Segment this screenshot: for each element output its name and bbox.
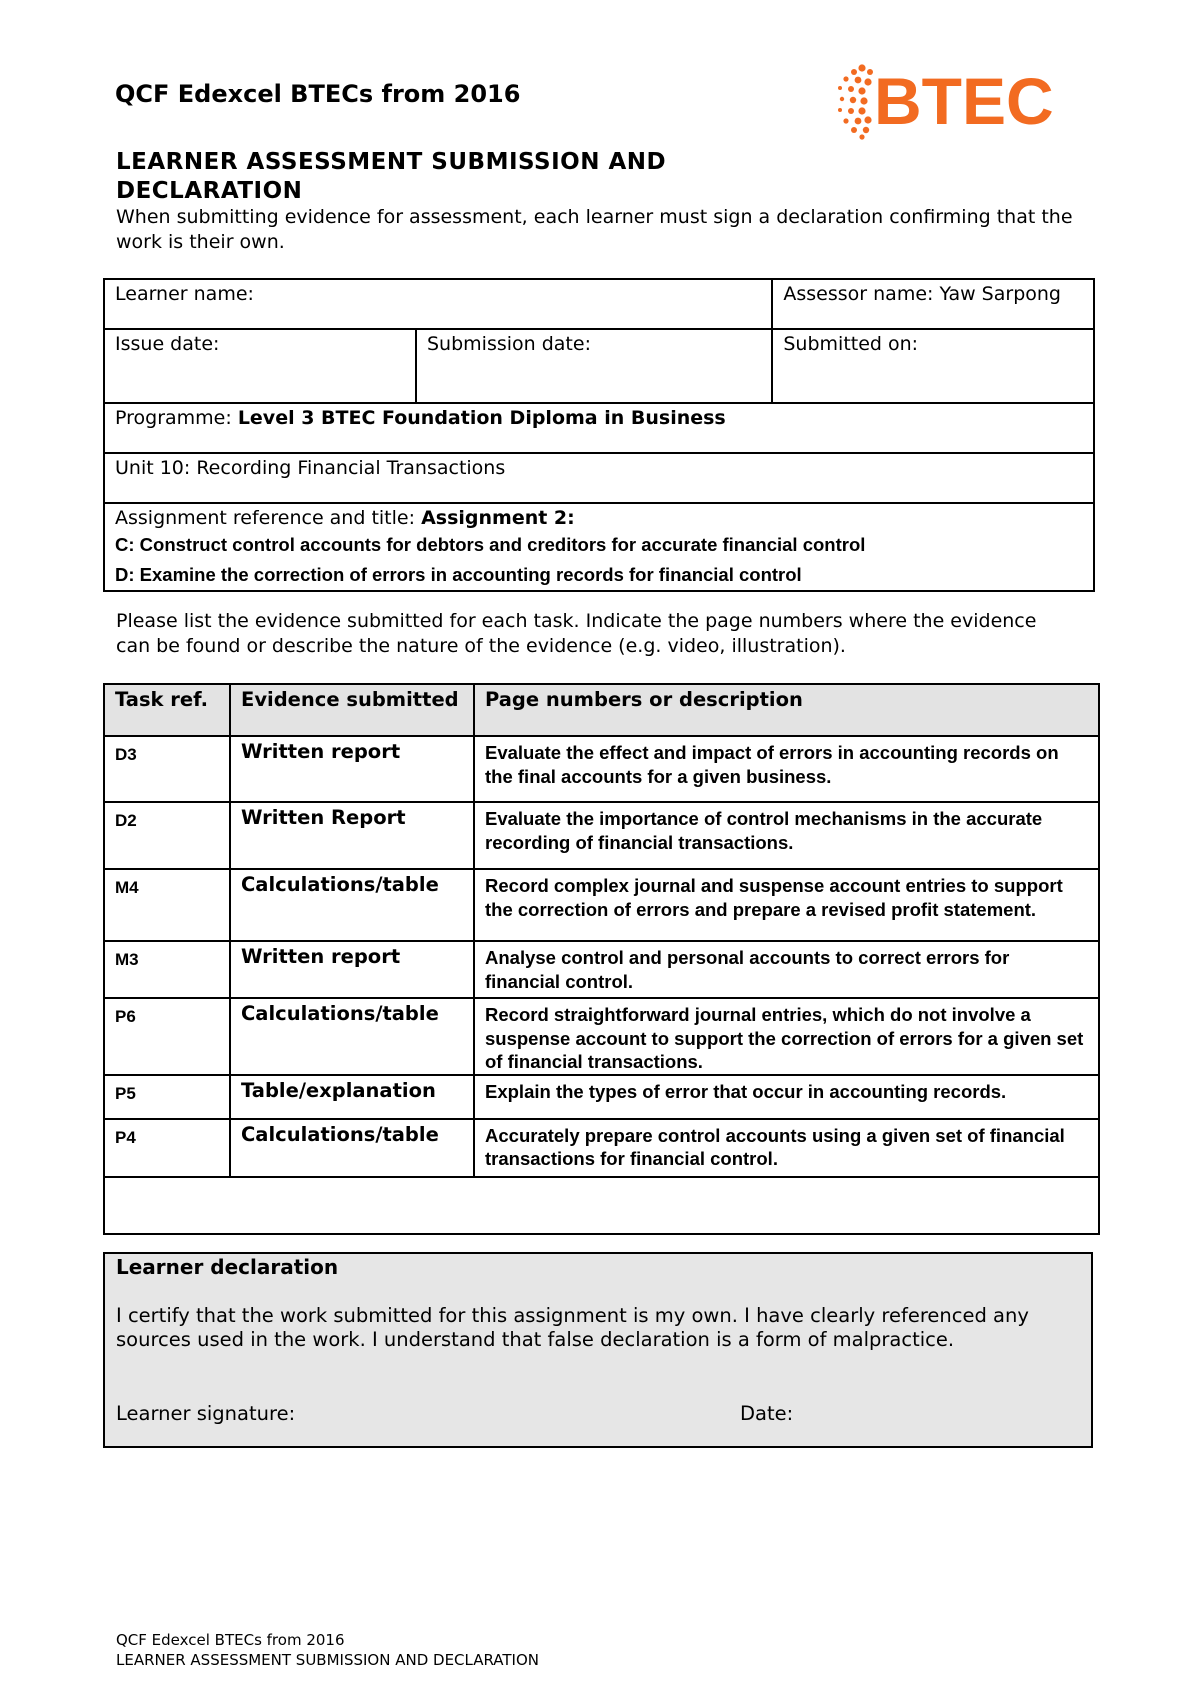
task-ref: P4 bbox=[104, 1119, 230, 1177]
table-row-empty bbox=[104, 1177, 1099, 1234]
submission-date-label: Submission date: bbox=[427, 333, 591, 355]
evidence-submitted[interactable]: Calculations/table bbox=[230, 1119, 474, 1177]
table-row bbox=[104, 802, 1099, 869]
table-row bbox=[104, 869, 1099, 941]
issue-date-label: Issue date: bbox=[115, 333, 220, 355]
evidence-description: Analyse control and personal accounts to correct errors for financial control. bbox=[474, 941, 1099, 998]
assignment-label: Assignment reference and title: bbox=[115, 507, 416, 529]
programme-cell bbox=[104, 403, 1094, 453]
date-label[interactable]: Date: bbox=[740, 1402, 794, 1425]
evidence-submitted[interactable]: Written Report bbox=[230, 802, 474, 869]
evidence-description: Explain the types of error that occur in accounting records. bbox=[474, 1075, 1099, 1119]
task-ref: P6 bbox=[104, 998, 230, 1075]
evidence-instructions: Please list the evidence submitted for each task. Indicate the page numbers where the evidence can be found or describe the nature of the evidence (e.g. video, illustration). bbox=[116, 610, 1037, 657]
table-row bbox=[104, 736, 1099, 802]
programme-label: Programme: bbox=[115, 407, 232, 429]
evidence-submitted[interactable]: Table/explanation bbox=[230, 1075, 474, 1119]
assignment-cell bbox=[104, 503, 1094, 591]
header-title: QCF Edexcel BTECs from 2016 bbox=[115, 80, 521, 108]
submitted-on-label: Submitted on: bbox=[783, 333, 919, 355]
evidence-submitted[interactable]: Calculations/table bbox=[230, 869, 474, 941]
title-line-1: LEARNER ASSESSMENT SUBMISSION AND bbox=[116, 149, 667, 175]
assessor-name-cell bbox=[772, 279, 1094, 329]
footer-line-1: QCF Edexcel BTECs from 2016 bbox=[116, 1631, 345, 1649]
evidence-description: Evaluate the effect and impact of errors in accounting records on the final accounts for a given business. bbox=[474, 736, 1099, 802]
col-header-evidence: Evidence submitted bbox=[230, 684, 474, 736]
title-line-2: DECLARATION bbox=[116, 178, 303, 204]
evidence-table bbox=[103, 683, 1100, 1235]
task-ref: P5 bbox=[104, 1075, 230, 1119]
issue-date-cell[interactable] bbox=[104, 329, 416, 403]
criterion-d: D: Examine the correction of errors in accounting records for financial control bbox=[115, 564, 802, 585]
task-ref: M3 bbox=[104, 941, 230, 998]
declaration-text: I certify that the work submitted for this assignment is my own. I have clearly referenced any sources used in the work. I understand that false declaration is a form of malpractice. bbox=[116, 1304, 1029, 1351]
learner-declaration-box bbox=[103, 1252, 1093, 1448]
unit-cell bbox=[104, 453, 1094, 503]
evidence-description: Evaluate the importance of control mechanisms in the accurate recording of financial transactions. bbox=[474, 802, 1099, 869]
intro-text: When submitting evidence for assessment, each learner must sign a declaration confirming that the work is their own. bbox=[116, 206, 1073, 253]
learner-name-label: Learner name: bbox=[115, 283, 254, 305]
page-footer bbox=[116, 1630, 539, 1670]
table-row bbox=[104, 1075, 1099, 1119]
footer-line-2: LEARNER ASSESSMENT SUBMISSION AND DECLARATION bbox=[116, 1651, 540, 1669]
evidence-description: Record straightforward journal entries, which do not involve a suspense account to support the correction of errors for a given set of financial transactions. bbox=[474, 998, 1099, 1075]
logo-dots-icon bbox=[838, 64, 873, 139]
task-ref: M4 bbox=[104, 869, 230, 941]
evidence-submitted[interactable]: Calculations/table bbox=[230, 998, 474, 1075]
table-row bbox=[104, 941, 1099, 998]
criterion-c: C: Construct control accounts for debtors and creditors for accurate financial control bbox=[115, 534, 866, 555]
col-header-task-ref: Task ref. bbox=[104, 684, 230, 736]
evidence-submitted[interactable]: Written report bbox=[230, 941, 474, 998]
learner-name-cell[interactable] bbox=[104, 279, 772, 329]
signature-label[interactable]: Learner signature: bbox=[116, 1402, 296, 1425]
logo-text: BTEC bbox=[874, 64, 1054, 138]
declaration-title: Learner declaration bbox=[116, 1255, 339, 1279]
assessor-label: Assessor name: bbox=[783, 283, 934, 305]
table-row bbox=[104, 998, 1099, 1075]
evidence-description: Accurately prepare control accounts using a given set of financial transactions for financial control. bbox=[474, 1119, 1099, 1177]
table-row bbox=[104, 1119, 1099, 1177]
evidence-submitted[interactable]: Written report bbox=[230, 736, 474, 802]
programme-value: Level 3 BTEC Foundation Diploma in Business bbox=[237, 407, 726, 429]
submission-date-cell[interactable] bbox=[416, 329, 772, 403]
empty-evidence-cell[interactable] bbox=[104, 1177, 1099, 1234]
evidence-description: Record complex journal and suspense account entries to support the correction of errors and prepare a revised profit statement. bbox=[474, 869, 1099, 941]
btec-logo bbox=[832, 58, 1062, 146]
submitted-on-cell[interactable] bbox=[772, 329, 1094, 403]
task-ref: D2 bbox=[104, 802, 230, 869]
col-header-description: Page numbers or description bbox=[474, 684, 1099, 736]
evidence-header-row bbox=[104, 684, 1099, 736]
assignment-value: Assignment 2: bbox=[421, 507, 575, 529]
learner-info-table bbox=[103, 278, 1095, 592]
document-title bbox=[116, 148, 666, 206]
assessor-value: Yaw Sarpong bbox=[939, 283, 1061, 305]
unit-title: Unit 10: Recording Financial Transactions bbox=[115, 457, 506, 479]
task-ref: D3 bbox=[104, 736, 230, 802]
